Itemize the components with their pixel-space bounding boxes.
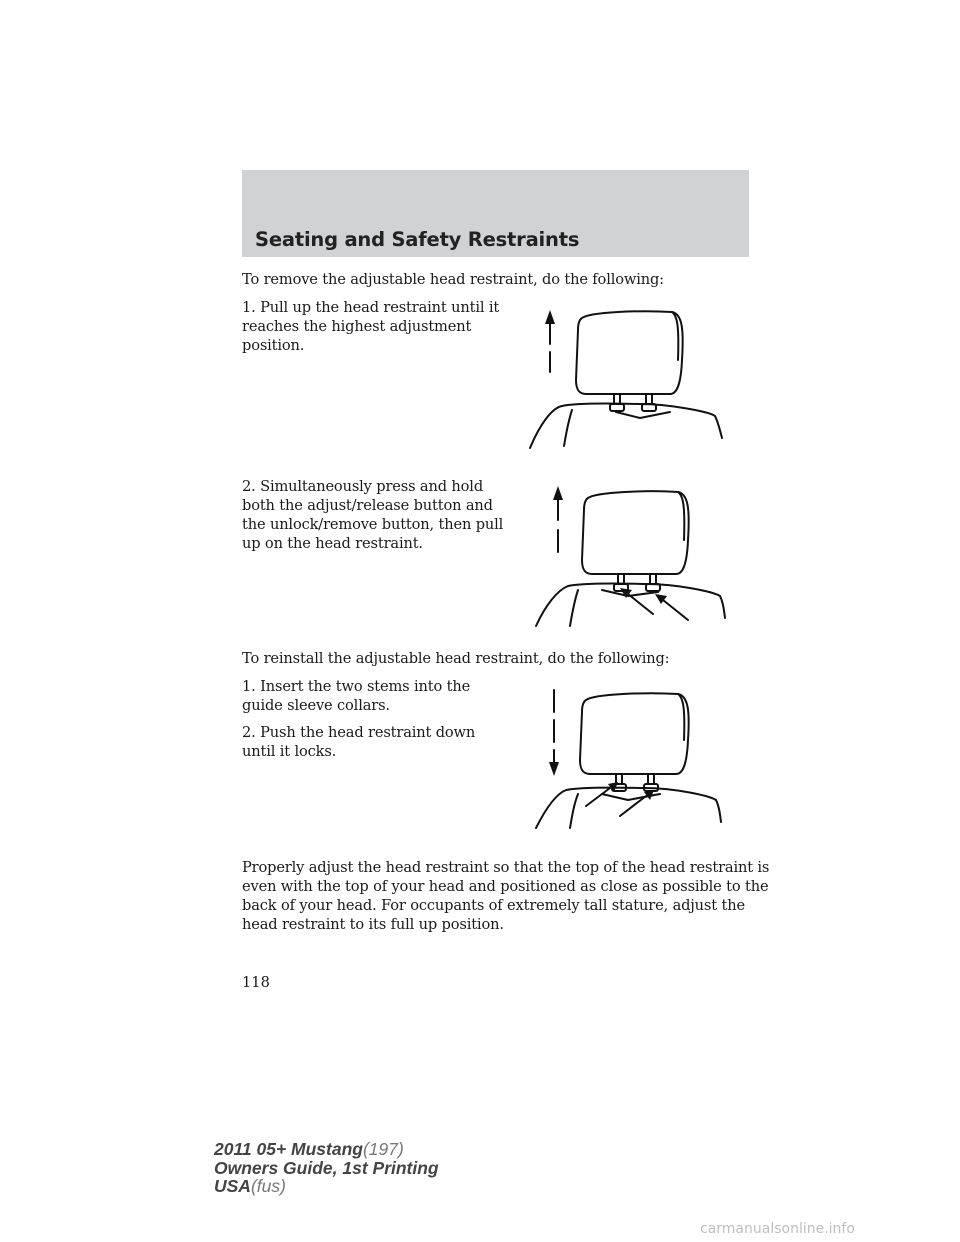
removal-step-1-line-1: 1. Pull up the head restraint until it bbox=[242, 299, 500, 316]
removal-step-2-line-3: the unlock/remove button, then pull bbox=[242, 516, 504, 533]
removal-step-2-line-1: 2. Simultaneously press and hold bbox=[242, 478, 484, 495]
section-title: Seating and Safety Restraints bbox=[255, 228, 580, 251]
removal-step-2-line-2: both the adjust/release button and bbox=[242, 497, 493, 514]
adjust-paragraph-line-1: Properly adjust the head restraint so that the top of the head restraint is bbox=[242, 859, 770, 876]
reinstall-step-1-line-1: 1. Insert the two stems into the bbox=[242, 678, 471, 695]
removal-intro: To remove the adjustable head restraint, do the following: bbox=[242, 271, 664, 288]
figure-pull-up bbox=[520, 300, 730, 450]
figure-push-down bbox=[528, 684, 738, 834]
footer-model: 2011 05+ Mustang bbox=[214, 1139, 363, 1159]
adjust-paragraph-line-2: even with the top of your head and positioned as close as possible to the bbox=[242, 878, 769, 895]
down-arrow-icon bbox=[549, 690, 559, 776]
up-arrow-icon bbox=[553, 486, 563, 552]
removal-step-2-line-4: up on the head restraint. bbox=[242, 535, 423, 552]
reinstall-step-1-line-2: guide sleeve collars. bbox=[242, 697, 390, 714]
footer-market-code: (fus) bbox=[250, 1176, 286, 1196]
up-arrow-icon bbox=[545, 310, 555, 372]
footer-guide: Owners Guide, 1st Printing bbox=[214, 1157, 439, 1178]
reinstall-step-2-line-1: 2. Push the head restraint down bbox=[242, 724, 476, 741]
reinstall-intro: To reinstall the adjustable head restraint, do the following: bbox=[242, 650, 670, 667]
watermark: carmanualsonline.info bbox=[700, 1221, 855, 1237]
print-footer bbox=[214, 1140, 439, 1196]
reinstall-step-2-line-2: until it locks. bbox=[242, 743, 337, 760]
page-number: 118 bbox=[242, 974, 270, 991]
adjust-paragraph-line-3: back of your head. For occupants of extremely tall stature, adjust the bbox=[242, 897, 745, 914]
footer-market: USA bbox=[214, 1176, 251, 1196]
footer-model-code: (197) bbox=[362, 1139, 404, 1159]
adjust-paragraph-line-4: head restraint to its full up position. bbox=[242, 916, 504, 933]
removal-step-1-line-2: reaches the highest adjustment bbox=[242, 318, 472, 335]
removal-step-1-line-3: position. bbox=[242, 337, 305, 354]
figure-press-buttons bbox=[528, 482, 738, 632]
